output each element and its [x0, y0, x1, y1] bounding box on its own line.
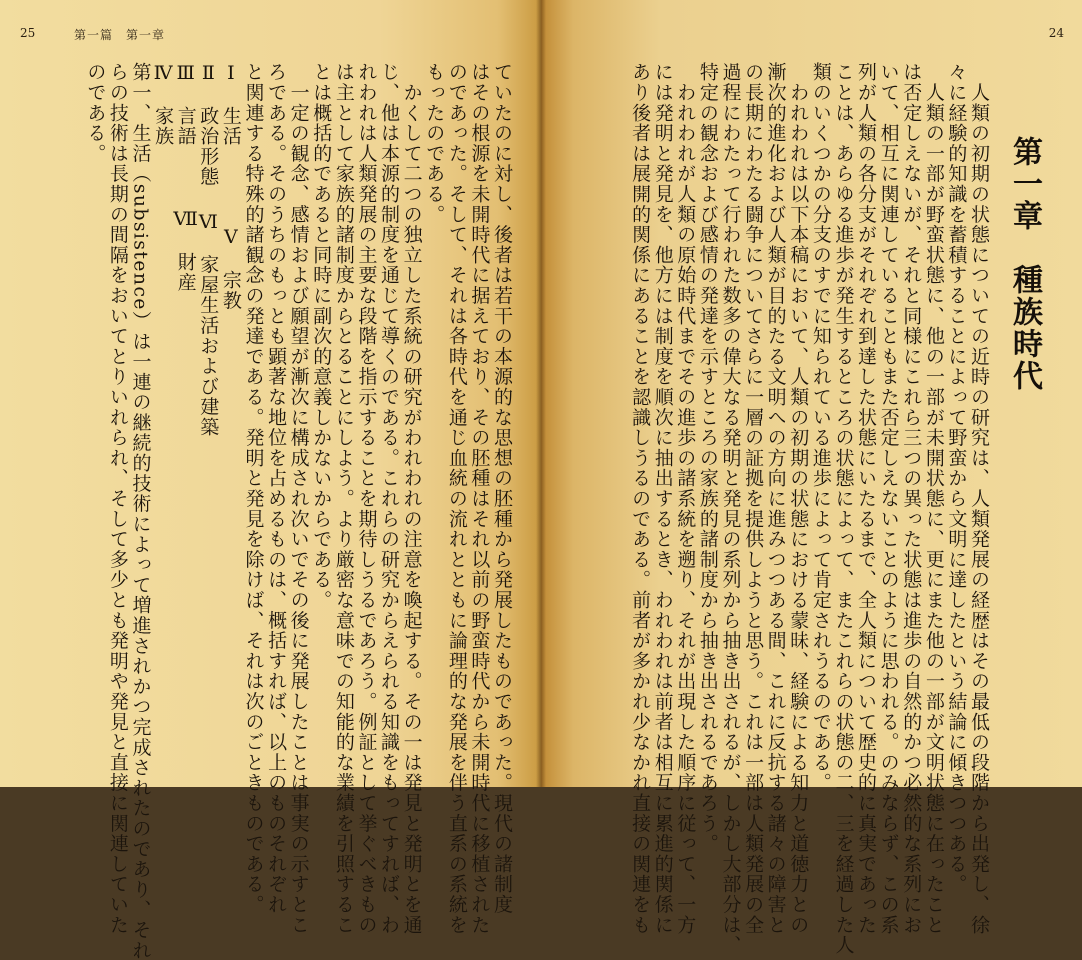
- text-column: われわれが人類の原始時代までその進歩の諸系統を遡り、それが出現した順序に従って、一方: [674, 62, 697, 935]
- text-column: いて、相互に関連していることもまた否定しえないことのように思われる。のみならず、この系: [877, 62, 900, 935]
- text-column: 列が人類の各分支がそれぞれ到達した状態にいたるまで、全人類について歴史的に真実であった: [855, 62, 878, 935]
- list-column: [152, 62, 175, 762]
- text-column: 第一、生活（subsistence）は一連の継続的技術によって増進されかつ完成されたのであり、それ: [129, 62, 152, 960]
- list-item: Ⅲ 言語: [174, 62, 197, 147]
- text-column: には発明と発見を、他方には制度を順次に抽出するとき、われわれは前者は相互に累進的関係に: [651, 62, 674, 935]
- chapter-title: 第一章 種族時代: [1007, 136, 1042, 392]
- book-gutter: [536, 0, 546, 787]
- text-column: われわれは以下本稿において、人類の初期の状態における蒙昧、経験による知力と道徳力との: [787, 62, 810, 935]
- text-column: 漸次的進化および人類が目的たる文明への方向に進みつつある間、これに反抗する諸々の障害と: [764, 62, 787, 935]
- right-body-text: [629, 62, 991, 956]
- text-column: らの技術は長期の間隔をおいてとりいれられ、そして多少とも発明や発見と直接に関連していた: [106, 62, 129, 935]
- text-column: 々に経験的知識を蓄積することによって野蛮から文明に達したという結論に傾きつつある。: [945, 62, 968, 895]
- running-head: 第一篇 第一章: [74, 28, 166, 42]
- text-column: の長期にわたる闘争についてさらに一層の証拠を提供しようと思う。これは一部は人類発展の全: [742, 62, 765, 935]
- text-column: 人類の一部が野蛮状態に、他の一部が未開状態に、更にまた他の一部が文明状態に在ったこと: [922, 62, 945, 935]
- text-column: あり後者は展開的関係にあることを認識しうるのである。前者が多かれ少なかれ直接の関連をも: [629, 62, 652, 935]
- text-column: 人類の初期の状態についての近時の研究は、人類発展の経歴はその最低の段階から出発し、徐: [968, 62, 990, 935]
- text-column: とは概括的であると同時に副次的意義しかないからである。: [310, 62, 333, 611]
- list-item: Ⅱ 政治形態: [197, 62, 220, 187]
- text-column: ことは、あらゆる進歩が発生するところの状態によって、またこれらの状態の二、三を経過した人: [832, 62, 855, 956]
- left-body-text: [84, 62, 513, 960]
- text-column: と関連する特殊的諸観念の発達である。発明と発見を除けば、それは次のごときものである。: [242, 62, 265, 915]
- text-column: 過程にわたって行われた数多の偉大なる発明と発見の系列から抽き出されるが、しかし大部分は、: [719, 62, 742, 956]
- list-item: Ⅰ 生活: [219, 62, 242, 147]
- text-column: じ、他は本源的制度を通じて導くのである。これらの研究からえられる知識をもってすれば、わ: [378, 62, 401, 935]
- page-number-left: 25: [20, 26, 36, 40]
- text-column: かくして二つの独立した系統の研究がわれわれの注意を喚起する。その一は発見と発明とを通: [400, 62, 423, 935]
- right-page: [541, 0, 1082, 956]
- text-column: ていたのに対し、後者は若干の本源的な思想の胚種から発展したものであった。現代の諸制度: [491, 62, 513, 915]
- text-column: 一定の観念、感情および願望が漸次に構成され次いでその後に発展したことは事実の示すとこ: [287, 62, 310, 935]
- list-item: Ⅳ 家族: [152, 62, 175, 147]
- text-column: 特定の観念および感情の発達を示すところの家族的諸制度から抽き出されるであろう。: [696, 62, 719, 854]
- text-column: もったのである。: [423, 62, 446, 225]
- list-item: Ⅶ 財産: [174, 208, 197, 293]
- text-column: のである。: [84, 62, 107, 164]
- text-column: 類のいくつかの分支のすでに知られている進歩によって肯定されうるのである。: [809, 62, 832, 793]
- list-column: [174, 62, 197, 762]
- list-item: Ⅴ 宗教: [219, 226, 242, 311]
- text-column: は否定しえないが、それと同様にこれら三つの異った状態は進歩の自然的かつ必然的な系列にお: [900, 62, 923, 935]
- text-column: はその根源を未開時代に据えており、その胚種はそれ以前の野蛮時代から未開時代に移植された: [468, 62, 491, 935]
- page-number-right: 24: [1048, 26, 1064, 40]
- text-column: ろである。そのうちのもっとも顕著な地位を占めるものは、概括すれば、以上のものそれぞれ: [265, 62, 288, 915]
- text-column: のであった。そして、それは各時代を通じ血統の流れとともに論理的な発展を伴う直系の系統を: [445, 62, 468, 935]
- list-column: [197, 62, 220, 762]
- list-column: [219, 62, 242, 762]
- text-column: れわれは人類発展の主要な段階を指示することを期待しうるであろう。例証として挙ぐべきもの: [355, 62, 378, 935]
- text-column: は主として家族的諸制度からとることにしよう。より厳密な意味での知能的な業績を引照するこ: [332, 62, 355, 935]
- list-item: Ⅵ 家屋生活および建築: [197, 210, 220, 438]
